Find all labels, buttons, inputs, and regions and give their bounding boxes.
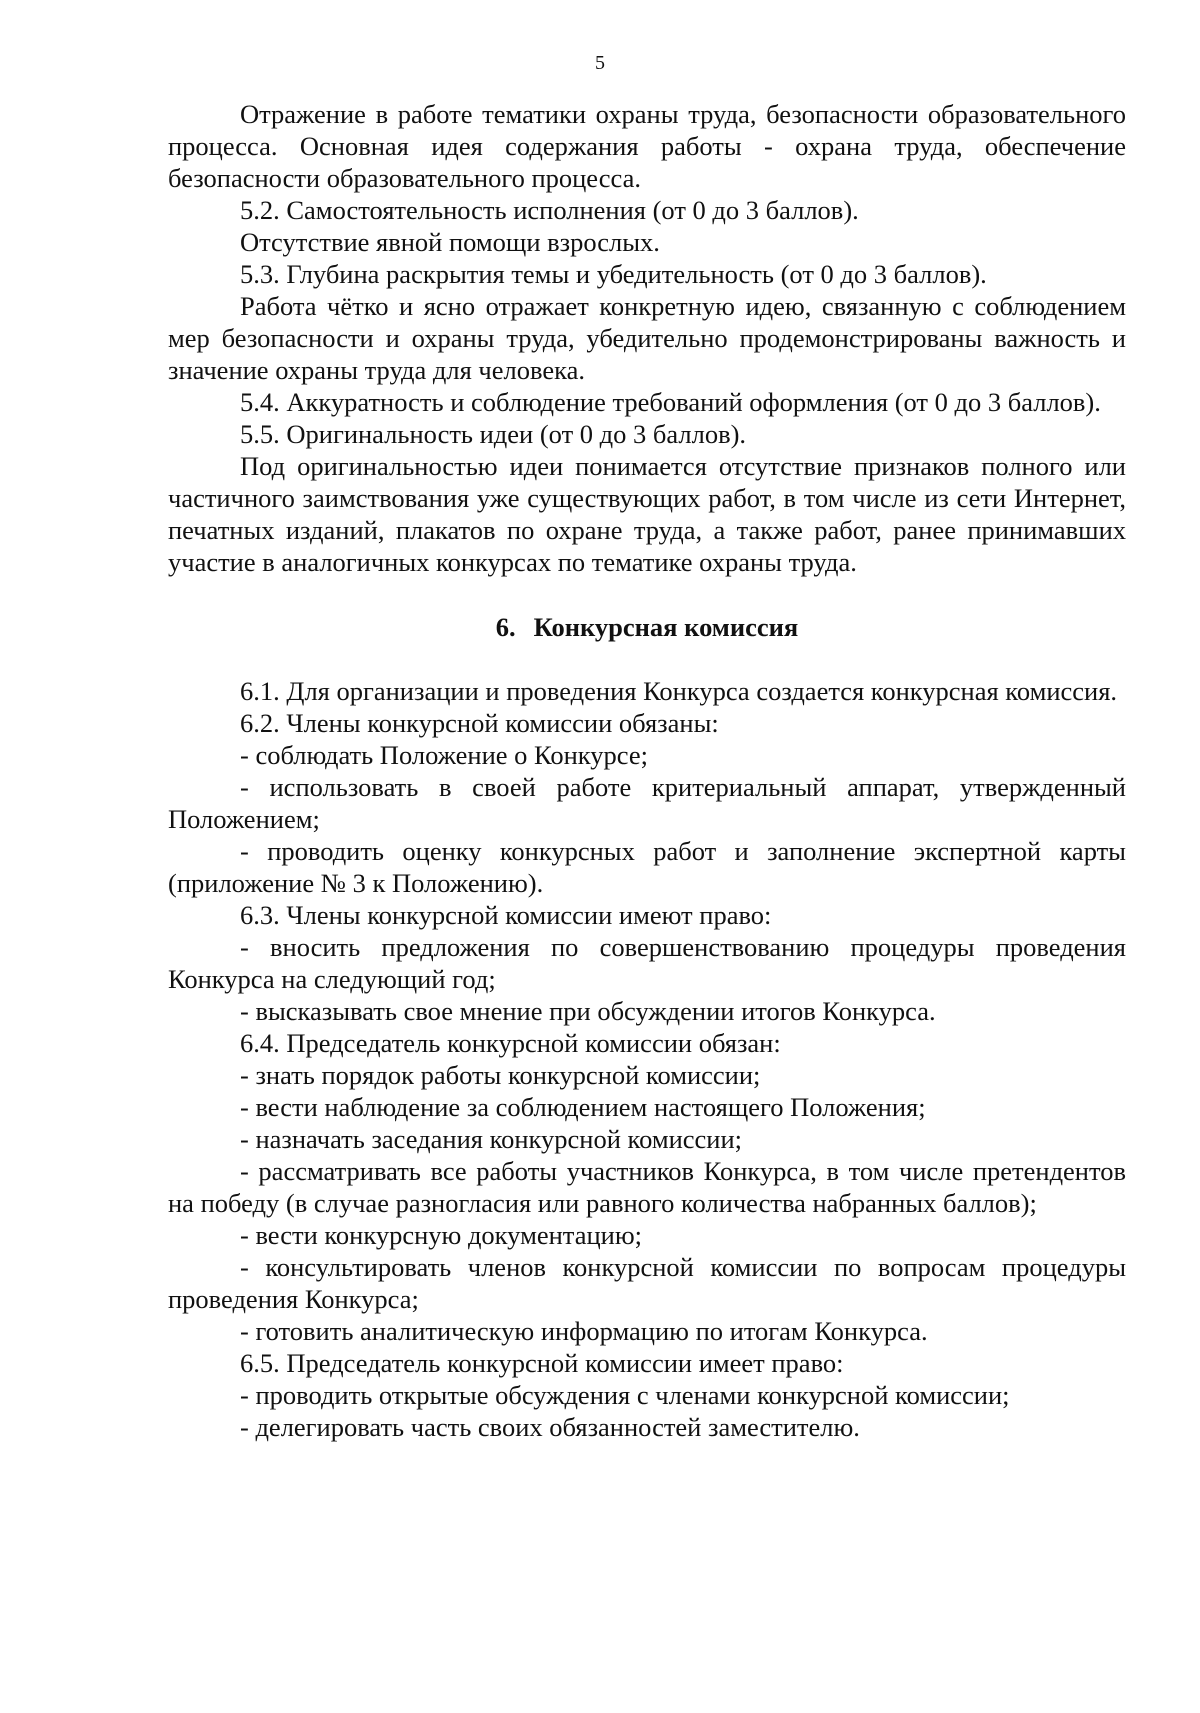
paragraph: 5.2. Самостоятельность исполнения (от 0 до 3 баллов).: [240, 195, 859, 225]
paragraph: 5.4. Аккуратность и соблюдение требований оформления (от 0 до 3 баллов).: [240, 387, 1101, 417]
paragraph: Работа чётко и ясно отражает конкретную идею, связанную с соблюдением мер безопасности и охраны труда, убедительно продемонстрированы важность и значение охраны труда для человека.: [168, 291, 1126, 385]
paragraph: - соблюдать Положение о Конкурсе;: [240, 740, 649, 770]
paragraph: - рассматривать все работы участников Конкурса, в том числе претендентов на победу (в случае разногласия или равного количества набранных баллов);: [168, 1156, 1126, 1218]
paragraph: - консультировать членов конкурсной комиссии по вопросам процедуры проведения Конкурса;: [168, 1252, 1126, 1314]
paragraph: 6.1. Для организации и проведения Конкурса создается конкурсная комиссия.: [240, 676, 1118, 706]
paragraph: 6.4. Председатель конкурсной комиссии обязан:: [240, 1028, 781, 1058]
paragraph: - вносить предложения по совершенствованию процедуры проведения Конкурса на следующий год;: [168, 932, 1126, 994]
paragraph: Под оригинальностью идеи понимается отсутствие признаков полного или частичного заимствования уже существующих работ, в том числе из сети Интернет, печатных изданий, плакатов по охране труда, а также работ, ранее принимавших участие в аналогичных конкурсах по тематике охраны труда.: [168, 451, 1126, 577]
paragraph: - высказывать свое мнение при обсуждении итогов Конкурса.: [240, 996, 936, 1026]
paragraph: 6.3. Члены конкурсной комиссии имеют право:: [240, 900, 772, 930]
paragraph: 5.5. Оригинальность идеи (от 0 до 3 баллов).: [240, 419, 747, 449]
paragraph: 5.3. Глубина раскрытия темы и убедительность (от 0 до 3 баллов).: [240, 259, 987, 289]
paragraph: - использовать в своей работе критериальный аппарат, утвержденный Положением;: [168, 772, 1126, 834]
paragraph: - вести наблюдение за соблюдением настоящего Положения;: [240, 1092, 926, 1122]
paragraph: 6.5. Председатель конкурсной комиссии имеет право:: [240, 1348, 844, 1378]
section-5-criteria: [168, 98, 1126, 578]
paragraph: - вести конкурсную документацию;: [240, 1220, 642, 1250]
page-number: 5: [595, 52, 605, 74]
section-6-number: 6.: [495, 612, 516, 642]
document-body: [168, 98, 1126, 1443]
paragraph: - делегировать часть своих обязанностей заместителю.: [240, 1412, 860, 1442]
paragraph: - проводить оценку конкурсных работ и заполнение экспертной карты (приложение № 3 к Положению).: [168, 836, 1126, 898]
paragraph: Отражение в работе тематики охраны труда, безопасности образовательного процесса. Основная идея содержания работы - охрана труда, обеспечение безопасности образовательного процесса.: [168, 99, 1126, 193]
section-6-heading: [168, 611, 1126, 643]
paragraph: Отсутствие явной помощи взрослых.: [240, 227, 660, 257]
section-6-title: Конкурсная комиссия: [533, 612, 799, 642]
paragraph: - готовить аналитическую информацию по итогам Конкурса.: [240, 1316, 928, 1346]
paragraph: - знать порядок работы конкурсной комиссии;: [240, 1060, 761, 1090]
paragraph: 6.2. Члены конкурсной комиссии обязаны:: [240, 708, 719, 738]
paragraph: - проводить открытые обсуждения с членами конкурсной комиссии;: [240, 1380, 1010, 1410]
paragraph: - назначать заседания конкурсной комиссии;: [240, 1124, 743, 1154]
section-6-commission: [168, 675, 1126, 1443]
